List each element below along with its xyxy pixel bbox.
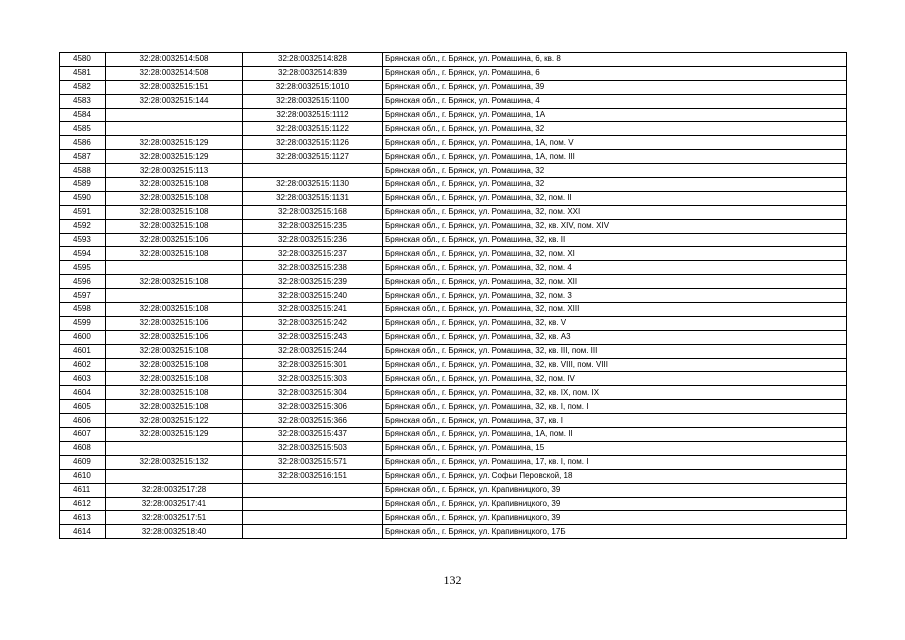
table-row [60, 150, 847, 164]
address-cell: Брянская обл., г. Брянск, ул. Ромашина, 6, кв. 8 [383, 53, 847, 67]
cadastral-number-cell: 32:28:0032515:108 [106, 372, 243, 386]
row-number-cell: 4588 [60, 164, 106, 178]
cadastral-number-cell [106, 441, 243, 455]
address-cell: Брянская обл., г. Брянск, ул. Ромашина, 32, пом. 3 [383, 289, 847, 303]
row-number-cell: 4599 [60, 316, 106, 330]
cadastral-number-cell [106, 289, 243, 303]
object-cadastral-number-cell [243, 483, 383, 497]
cadastral-number-cell: 32:28:0032515:122 [106, 414, 243, 428]
row-number-cell: 4596 [60, 275, 106, 289]
object-cadastral-number-cell: 32:28:0032515:235 [243, 219, 383, 233]
object-cadastral-number-cell: 32:28:0032515:1010 [243, 80, 383, 94]
table-row [60, 136, 847, 150]
address-cell: Брянская обл., г. Брянск, ул. Ромашина, 32, кв. II [383, 233, 847, 247]
table-row [60, 483, 847, 497]
cadastral-number-cell: 32:28:0032515:108 [106, 400, 243, 414]
table-row [60, 414, 847, 428]
cadastral-number-cell [106, 122, 243, 136]
table-row [60, 497, 847, 511]
row-number-cell: 4604 [60, 386, 106, 400]
object-cadastral-number-cell: 32:28:0032515:503 [243, 441, 383, 455]
address-cell: Брянская обл., г. Брянск, ул. Ромашина, 32, пом. IV [383, 372, 847, 386]
table-row [60, 511, 847, 525]
page-number: 132 [443, 573, 462, 587]
address-cell: Брянская обл., г. Брянск, ул. Ромашина, 4 [383, 94, 847, 108]
table-row [60, 400, 847, 414]
cadastral-number-cell: 32:28:0032515:108 [106, 344, 243, 358]
object-cadastral-number-cell: 32:28:0032515:437 [243, 428, 383, 442]
object-cadastral-number-cell: 32:28:0032515:168 [243, 205, 383, 219]
object-cadastral-number-cell: 32:28:0032515:301 [243, 358, 383, 372]
object-cadastral-number-cell: 32:28:0032515:243 [243, 330, 383, 344]
cadastral-number-cell: 32:28:0032514:508 [106, 66, 243, 80]
object-cadastral-number-cell: 32:28:0032515:303 [243, 372, 383, 386]
table-row [60, 219, 847, 233]
address-cell: Брянская обл., г. Брянск, ул. Ромашина, 32 [383, 164, 847, 178]
table-row [60, 205, 847, 219]
object-cadastral-number-cell: 32:28:0032515:306 [243, 400, 383, 414]
cadastral-number-cell: 32:28:0032515:132 [106, 455, 243, 469]
table-row [60, 94, 847, 108]
row-number-cell: 4602 [60, 358, 106, 372]
object-cadastral-number-cell: 32:28:0032515:1100 [243, 94, 383, 108]
registry-table [59, 52, 847, 539]
table-row [60, 441, 847, 455]
cadastral-number-cell: 32:28:0032515:129 [106, 136, 243, 150]
cadastral-number-cell: 32:28:0032515:108 [106, 219, 243, 233]
table-row [60, 108, 847, 122]
cadastral-number-cell: 32:28:0032515:144 [106, 94, 243, 108]
table-row [60, 289, 847, 303]
table-row [60, 455, 847, 469]
table-row [60, 303, 847, 317]
row-number-cell: 4612 [60, 497, 106, 511]
table-row [60, 358, 847, 372]
address-cell: Брянская обл., г. Брянск, ул. Ромашина, 32, кв. I, пом. I [383, 400, 847, 414]
address-cell: Брянская обл., г. Брянск, ул. Ромашина, 32 [383, 178, 847, 192]
address-cell: Брянская обл., г. Брянск, ул. Ромашина, 37, кв. I [383, 414, 847, 428]
row-number-cell: 4582 [60, 80, 106, 94]
cadastral-number-cell: 32:28:0032515:108 [106, 386, 243, 400]
address-cell: Брянская обл., г. Брянск, ул. Ромашина, 17, кв. I, пом. I [383, 455, 847, 469]
table-row [60, 525, 847, 539]
cadastral-number-cell: 32:28:0032515:113 [106, 164, 243, 178]
table-row [60, 428, 847, 442]
object-cadastral-number-cell: 32:28:0032515:1127 [243, 150, 383, 164]
row-number-cell: 4597 [60, 289, 106, 303]
table-row [60, 178, 847, 192]
address-cell: Брянская обл., г. Брянск, ул. Ромашина, 32, пом. XII [383, 275, 847, 289]
cadastral-number-cell: 32:28:0032515:106 [106, 330, 243, 344]
cadastral-number-cell: 32:28:0032515:108 [106, 303, 243, 317]
object-cadastral-number-cell: 32:28:0032515:239 [243, 275, 383, 289]
row-number-cell: 4591 [60, 205, 106, 219]
address-cell: Брянская обл., г. Брянск, ул. Крапивницкого, 39 [383, 483, 847, 497]
object-cadastral-number-cell: 32:28:0032515:571 [243, 455, 383, 469]
address-cell: Брянская обл., г. Брянск, ул. Ромашина, 1А, пом. V [383, 136, 847, 150]
address-cell: Брянская обл., г. Брянск, ул. Ромашина, 32, кв. IX, пом. IX [383, 386, 847, 400]
cadastral-number-cell: 32:28:0032515:151 [106, 80, 243, 94]
row-number-cell: 4600 [60, 330, 106, 344]
object-cadastral-number-cell [243, 497, 383, 511]
cadastral-number-cell [106, 261, 243, 275]
cadastral-number-cell: 32:28:0032514:508 [106, 53, 243, 67]
cadastral-number-cell [106, 469, 243, 483]
address-cell: Брянская обл., г. Брянск, ул. Ромашина, 32, кв. V [383, 316, 847, 330]
object-cadastral-number-cell: 32:28:0032515:1112 [243, 108, 383, 122]
row-number-cell: 4585 [60, 122, 106, 136]
object-cadastral-number-cell: 32:28:0032515:242 [243, 316, 383, 330]
cadastral-number-cell: 32:28:0032515:108 [106, 275, 243, 289]
row-number-cell: 4606 [60, 414, 106, 428]
row-number-cell: 4610 [60, 469, 106, 483]
object-cadastral-number-cell: 32:28:0032514:828 [243, 53, 383, 67]
cadastral-number-cell: 32:28:0032517:28 [106, 483, 243, 497]
object-cadastral-number-cell: 32:28:0032515:1126 [243, 136, 383, 150]
row-number-cell: 4613 [60, 511, 106, 525]
cadastral-number-cell: 32:28:0032517:41 [106, 497, 243, 511]
object-cadastral-number-cell: 32:28:0032515:244 [243, 344, 383, 358]
address-cell: Брянская обл., г. Брянск, ул. Ромашина, 32, пом. II [383, 191, 847, 205]
address-cell: Брянская обл., г. Брянск, ул. Ромашина, 32, кв. А3 [383, 330, 847, 344]
row-number-cell: 4586 [60, 136, 106, 150]
row-number-cell: 4587 [60, 150, 106, 164]
row-number-cell: 4593 [60, 233, 106, 247]
address-cell: Брянская обл., г. Брянск, ул. Ромашина, 32, кв. VIII, пом. VIII [383, 358, 847, 372]
row-number-cell: 4598 [60, 303, 106, 317]
row-number-cell: 4607 [60, 428, 106, 442]
address-cell: Брянская обл., г. Брянск, ул. Софьи Перовской, 18 [383, 469, 847, 483]
object-cadastral-number-cell: 32:28:0032515:238 [243, 261, 383, 275]
row-number-cell: 4584 [60, 108, 106, 122]
row-number-cell: 4589 [60, 178, 106, 192]
table-row [60, 316, 847, 330]
object-cadastral-number-cell: 32:28:0032515:366 [243, 414, 383, 428]
address-cell: Брянская обл., г. Брянск, ул. Ромашина, 32, пом. 4 [383, 261, 847, 275]
cadastral-number-cell: 32:28:0032515:108 [106, 358, 243, 372]
address-cell: Брянская обл., г. Брянск, ул. Ромашина, 32 [383, 122, 847, 136]
row-number-cell: 4592 [60, 219, 106, 233]
cadastral-number-cell: 32:28:0032515:108 [106, 178, 243, 192]
table-row [60, 53, 847, 67]
cadastral-number-cell: 32:28:0032515:106 [106, 316, 243, 330]
object-cadastral-number-cell: 32:28:0032515:1131 [243, 191, 383, 205]
object-cadastral-number-cell: 32:28:0032515:240 [243, 289, 383, 303]
table-row [60, 122, 847, 136]
row-number-cell: 4595 [60, 261, 106, 275]
table-row [60, 261, 847, 275]
address-cell: Брянская обл., г. Брянск, ул. Ромашина, 39 [383, 80, 847, 94]
address-cell: Брянская обл., г. Брянск, ул. Ромашина, 6 [383, 66, 847, 80]
table-row [60, 80, 847, 94]
address-cell: Брянская обл., г. Брянск, ул. Ромашина, 32, кв. XIV, пом. XIV [383, 219, 847, 233]
table-row [60, 344, 847, 358]
object-cadastral-number-cell: 32:28:0032516:151 [243, 469, 383, 483]
cadastral-number-cell: 32:28:0032518:40 [106, 525, 243, 539]
registry-table-body [60, 53, 847, 539]
cadastral-number-cell [106, 108, 243, 122]
row-number-cell: 4608 [60, 441, 106, 455]
address-cell: Брянская обл., г. Брянск, ул. Ромашина, 1А [383, 108, 847, 122]
object-cadastral-number-cell: 32:28:0032515:304 [243, 386, 383, 400]
row-number-cell: 4580 [60, 53, 106, 67]
table-row [60, 233, 847, 247]
table-row [60, 330, 847, 344]
cadastral-number-cell: 32:28:0032515:106 [106, 233, 243, 247]
table-row [60, 191, 847, 205]
cadastral-number-cell: 32:28:0032515:108 [106, 205, 243, 219]
object-cadastral-number-cell: 32:28:0032515:1130 [243, 178, 383, 192]
table-row [60, 372, 847, 386]
cadastral-number-cell: 32:28:0032515:108 [106, 191, 243, 205]
table-row [60, 247, 847, 261]
address-cell: Брянская обл., г. Брянск, ул. Ромашина, 32, пом. XIII [383, 303, 847, 317]
address-cell: Брянская обл., г. Брянск, ул. Ромашина, 32, пом. XXI [383, 205, 847, 219]
row-number-cell: 4614 [60, 525, 106, 539]
object-cadastral-number-cell: 32:28:0032514:839 [243, 66, 383, 80]
row-number-cell: 4590 [60, 191, 106, 205]
cadastral-number-cell: 32:28:0032515:129 [106, 428, 243, 442]
table-row [60, 386, 847, 400]
cadastral-number-cell: 32:28:0032515:129 [106, 150, 243, 164]
address-cell: Брянская обл., г. Брянск, ул. Крапивницкого, 17Б [383, 525, 847, 539]
object-cadastral-number-cell [243, 511, 383, 525]
cadastral-number-cell: 32:28:0032517:51 [106, 511, 243, 525]
table-row [60, 66, 847, 80]
row-number-cell: 4611 [60, 483, 106, 497]
row-number-cell: 4609 [60, 455, 106, 469]
table-row [60, 469, 847, 483]
address-cell: Брянская обл., г. Брянск, ул. Крапивницкого, 39 [383, 497, 847, 511]
row-number-cell: 4603 [60, 372, 106, 386]
row-number-cell: 4594 [60, 247, 106, 261]
object-cadastral-number-cell: 32:28:0032515:236 [243, 233, 383, 247]
object-cadastral-number-cell: 32:28:0032515:237 [243, 247, 383, 261]
row-number-cell: 4581 [60, 66, 106, 80]
address-cell: Брянская обл., г. Брянск, ул. Ромашина, 1А, пом. II [383, 428, 847, 442]
address-cell: Брянская обл., г. Брянск, ул. Ромашина, 1А, пом. III [383, 150, 847, 164]
row-number-cell: 4583 [60, 94, 106, 108]
address-cell: Брянская обл., г. Брянск, ул. Ромашина, 32, кв. III, пом. III [383, 344, 847, 358]
object-cadastral-number-cell: 32:28:0032515:241 [243, 303, 383, 317]
object-cadastral-number-cell [243, 164, 383, 178]
object-cadastral-number-cell: 32:28:0032515:1122 [243, 122, 383, 136]
table-row [60, 275, 847, 289]
table-row [60, 164, 847, 178]
address-cell: Брянская обл., г. Брянск, ул. Крапивницкого, 39 [383, 511, 847, 525]
address-cell: Брянская обл., г. Брянск, ул. Ромашина, 15 [383, 441, 847, 455]
cadastral-number-cell: 32:28:0032515:108 [106, 247, 243, 261]
row-number-cell: 4605 [60, 400, 106, 414]
row-number-cell: 4601 [60, 344, 106, 358]
object-cadastral-number-cell [243, 525, 383, 539]
address-cell: Брянская обл., г. Брянск, ул. Ромашина, 32, пом. XI [383, 247, 847, 261]
